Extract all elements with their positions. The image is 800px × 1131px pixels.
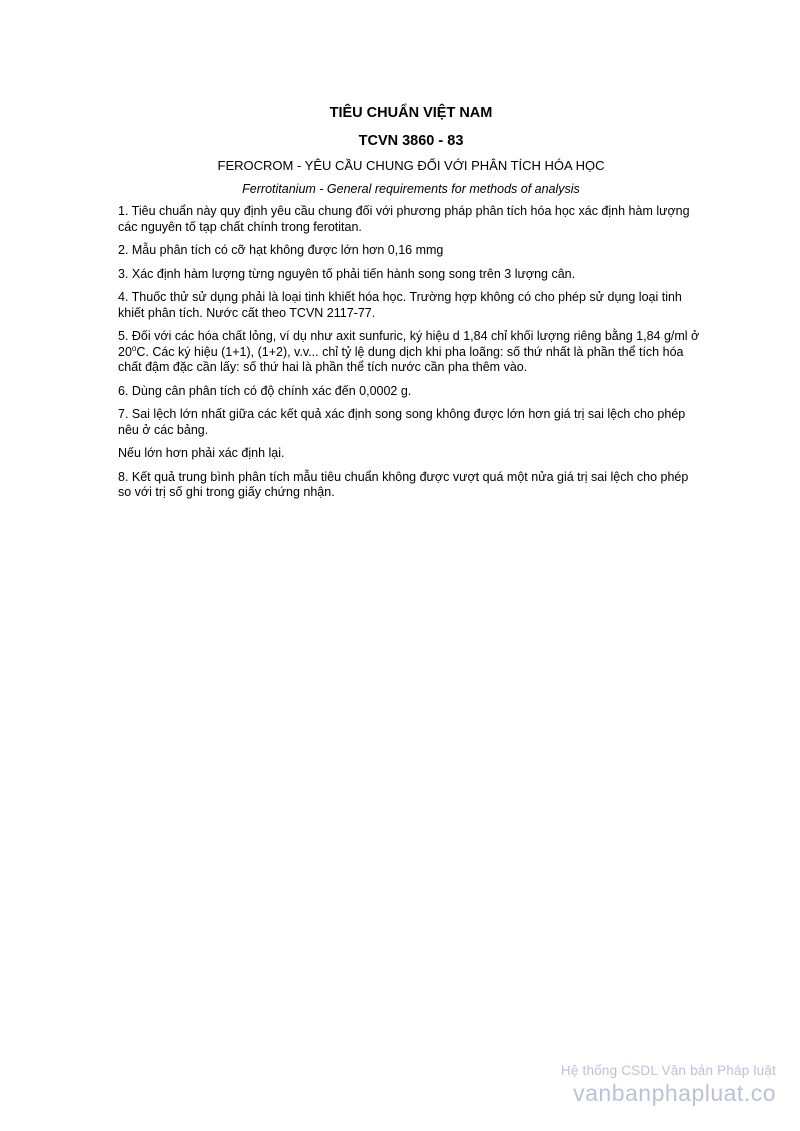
- paragraph-7-note: Nếu lớn hơn phải xác định lại.: [118, 446, 285, 460]
- paragraph-2: 2. Mẫu phân tích có cỡ hạt không được lớn hơn 0,16 mmg: [118, 243, 444, 257]
- paragraph-list: [118, 204, 704, 501]
- document-subtitle: FEROCROM - YÊU CẦU CHUNG ĐỐI VỚI PHÂN TÍCH HÓA HỌC: [217, 158, 605, 173]
- paragraph-5-part-1: 5. Đối với các hóa chất lỏng, ví dụ như axit sunfuric, ký hiệu d 1,84 chỉ khối lượng riêng bằng 1,84 g/ml ở 20: [118, 329, 700, 359]
- standard-code: TCVN 3860 - 83: [358, 133, 464, 149]
- watermark-site-name: vanbanphapluat.co: [573, 1080, 776, 1106]
- degree-superscript: o: [131, 343, 137, 353]
- paragraph-7: 7. Sai lệch lớn nhất giữa các kết quả xác định song song không được lớn hơn giá trị sai lệch cho phép nêu ở các bảng.: [118, 407, 686, 437]
- document-body: [118, 104, 704, 509]
- watermark-caption: Hệ thống CSDL Văn bản Pháp luật: [560, 1063, 776, 1078]
- paragraph-5-part-2: C. Các ký hiệu (1+1), (1+2), v.v... chỉ tỷ lệ dung dịch khi pha loãng: số thứ nhất là phần thể tích hóa chất đậm đặc cần lấy: số thứ hai là phần thể tích nước cần pha thêm vào.: [118, 344, 684, 374]
- paragraph-8: 8. Kết quả trung bình phân tích mẫu tiêu chuẩn không được vượt quá một nửa giá trị sai lệch cho phép so với trị số ghi trong giấy chứng nhận.: [118, 469, 689, 499]
- document-title: TIÊU CHUẨN VIỆT NAM: [329, 105, 493, 121]
- paragraph-3: 3. Xác định hàm lượng từng nguyên tố phải tiến hành song song trên 3 lượng cân.: [118, 266, 576, 281]
- paragraph-4: 4. Thuốc thử sử dụng phải là loại tinh khiết hóa học. Trường hợp không có cho phép sử dụng loại tinh khiết phân tích. Nước cất theo TCVN 2117-77.: [118, 290, 682, 320]
- site-watermark: [561, 1063, 776, 1107]
- paragraph-6: 6. Dùng cân phân tích có độ chính xác đến 0,0002 g.: [118, 383, 412, 398]
- paragraph-5: [118, 329, 704, 376]
- paragraph-1: 1. Tiêu chuẩn này quy định yêu cầu chung đối với phương pháp phân tích hóa học xác định hàm lượng các nguyên tố tạp chất chính trong ferotitan.: [118, 204, 690, 234]
- document-subtitle-english: Ferrotitanium - General requirements for methods of analysis: [242, 182, 580, 196]
